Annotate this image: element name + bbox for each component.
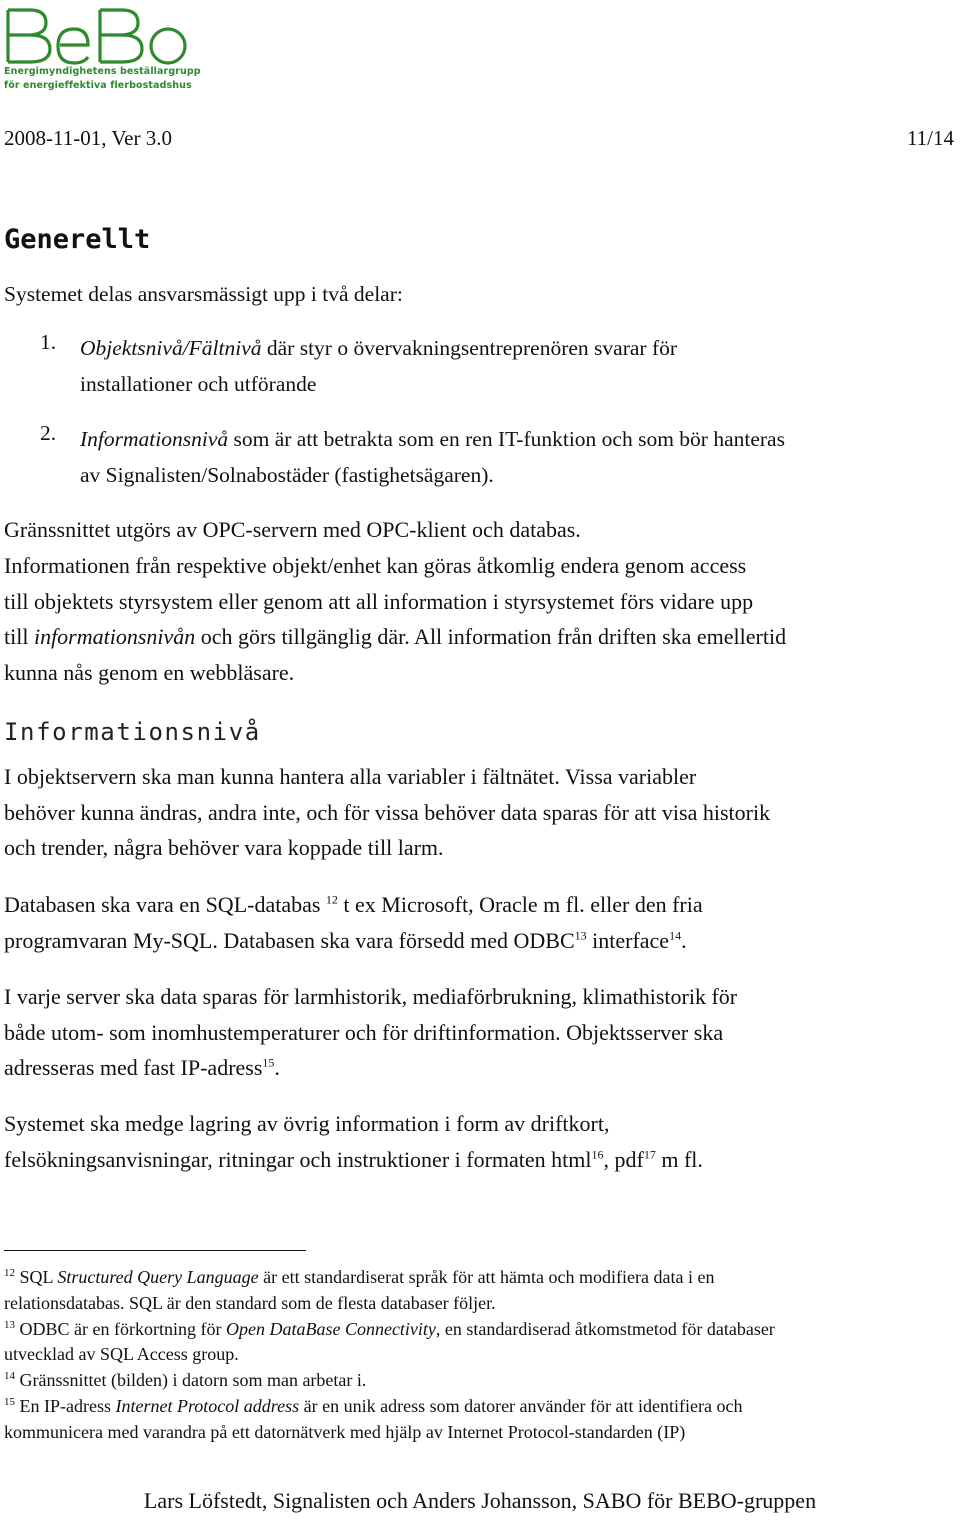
paragraph-line: och trender, några behöver vara koppade till larm. — [4, 835, 444, 860]
footnote-text: är ett standardiserat språk för att hämta och modifiera data i en — [258, 1267, 715, 1287]
list-item-1-text: där styr o övervakningsentreprenören svarar för — [261, 336, 678, 360]
footnote-13-cont: utvecklad av SQL Access group. — [4, 1344, 239, 1365]
footnote-12 — [4, 1265, 934, 1291]
section-heading-generellt: Generellt — [4, 224, 151, 255]
header-date-version: 2008-11-01, Ver 3.0 — [4, 126, 172, 150]
section-heading-informationsniva: Informationsnivå — [4, 718, 261, 746]
paragraph-line: både utom- som inomhustemperaturer och för driftinformation. Objektsserver ska — [4, 1019, 724, 1045]
list-item-2 — [80, 421, 940, 493]
paragraph-text: t ex Microsoft, Oracle m fl. eller den fria — [337, 892, 703, 917]
paragraph-databasen — [4, 887, 934, 958]
footnote-ref-15[interactable]: 15 — [262, 1055, 275, 1070]
footnote-ref-13[interactable]: 13 — [574, 928, 587, 943]
footnote-text: En IP-adress — [15, 1395, 116, 1416]
footnote-text: ODBC är en förkortning för — [15, 1318, 226, 1339]
footnote-text: SQL — [15, 1267, 58, 1287]
list-number-2: 2. — [40, 421, 57, 445]
paragraph-line: till objektets styrsystem eller genom att all information i styrsystemet förs vidare upp — [4, 588, 754, 614]
paragraph-line: behöver kunna ändras, andra inte, och för vissa behöver data sparas för att visa historik — [4, 799, 771, 825]
page-footer: Lars Löfstedt, Signalisten och Anders Johansson, SABO för BEBO-gruppen — [143, 1488, 817, 1513]
list-item-2-line2: av Signalisten/Solnabostäder (fastighetsägaren). — [80, 463, 494, 487]
footnote-number: 14 — [4, 1370, 15, 1383]
paragraph-text: programvaran My-SQL. Databasen ska vara försedd med ODBC — [4, 927, 575, 953]
paragraph-text: adresseras med fast IP-adress — [4, 1055, 263, 1080]
logo-subtitle-line2: för energieffektiva flerbostadshus — [4, 80, 192, 91]
footnote-number: 12 — [4, 1267, 15, 1279]
footnote-separator — [4, 1250, 306, 1251]
footnote-text: är en unik adress som datorer använder för att identifiera och — [299, 1395, 743, 1416]
paragraph-line: I objektservern ska man kunna hantera alla variabler i fältnätet. Vissa variabler — [4, 764, 697, 789]
footnote-13 — [4, 1317, 934, 1343]
footnote-number: 15 — [4, 1395, 15, 1408]
header-page-number: 11/14 — [906, 126, 954, 150]
paragraph-systemet-lagring — [4, 1106, 934, 1177]
footnote-italic: Structured Query Language — [57, 1267, 259, 1287]
list-item-1 — [80, 330, 940, 402]
list-item-2-text: som är att betrakta som en ren IT-funktion och som bör hanteras — [228, 427, 785, 451]
paragraph-text: felsökningsanvisningar, ritningar och instruktioner i formaten html — [4, 1146, 592, 1172]
paragraph-line: I varje server ska data sparas för larmhistorik, mediaförbrukning, klimathistorik för — [4, 984, 738, 1009]
footnote-ref-16[interactable]: 16 — [591, 1147, 604, 1162]
footnote-15 — [4, 1394, 934, 1420]
paragraph-line: Informationen från respektive objekt/enhet kan göras åtkomlig endera genom access — [4, 553, 747, 578]
paragraph-text: Databasen ska vara en SQL-databas — [4, 892, 326, 917]
paragraph-line: kunna nås genom en webbläsare. — [4, 659, 295, 685]
paragraph-text: och görs tillgänglig där. All information från driften ska emellertid — [195, 624, 787, 649]
paragraph-text: . — [274, 1055, 280, 1080]
paragraph-text: interface — [586, 927, 670, 953]
footnote-ref-14[interactable]: 14 — [669, 928, 682, 943]
paragraph-text: till — [4, 624, 34, 649]
paragraph-objektservern — [4, 759, 934, 866]
paragraph-varje-server — [4, 979, 934, 1086]
footnote-12-cont: relationsdatabas. SQL är den standard som de flesta databaser följer. — [4, 1292, 496, 1313]
paragraph-text: . — [681, 927, 687, 953]
paragraph-line: Systemet ska medge lagring av övrig information i form av driftkort, — [4, 1111, 610, 1136]
list-item-2-term: Informationsnivå — [80, 427, 229, 451]
footnote-15-cont: kommunicera med varandra på ett datornätverk med hjälp av Internet Protocol-standarden (IP) — [4, 1421, 686, 1442]
footnote-italic: Open DataBase Connectivity — [225, 1318, 436, 1339]
paragraph-text: m fl. — [655, 1146, 703, 1172]
footnote-ref-12[interactable]: 12 — [325, 892, 338, 907]
footnote-14 — [4, 1368, 934, 1394]
logo-subtitle-line1: Energimyndighetens beställargrupp — [4, 66, 201, 77]
footnote-text: , en standardiserad åtkomstmetod för databaser — [435, 1318, 775, 1339]
intro-paragraph: Systemet delas ansvarsmässigt upp i två delar: — [4, 282, 403, 306]
footnote-ref-17[interactable]: 17 — [643, 1147, 656, 1162]
paragraph-text: , pdf — [603, 1146, 644, 1172]
paragraph-gransnitt: Gränssnittet utgörs av OPC-servern med OPC-klient och databas. — [4, 517, 581, 542]
list-item-1-line2: installationer och utförande — [80, 372, 317, 396]
bebo-logo — [2, 4, 201, 96]
italic-term: informationsnivån — [33, 624, 196, 649]
list-item-1-term: Objektsnivå/Fältnivå — [80, 336, 262, 360]
footnotes — [4, 1265, 934, 1446]
footnote-number: 13 — [4, 1318, 15, 1331]
bebo-logo-mark — [2, 4, 198, 68]
list-number-1: 1. — [40, 330, 57, 354]
footnote-italic: Internet Protocol address — [115, 1395, 300, 1416]
footnote-text: Gränssnittet (bilden) i datorn som man arbetar i. — [15, 1370, 367, 1391]
paragraph-informationen — [4, 548, 934, 690]
